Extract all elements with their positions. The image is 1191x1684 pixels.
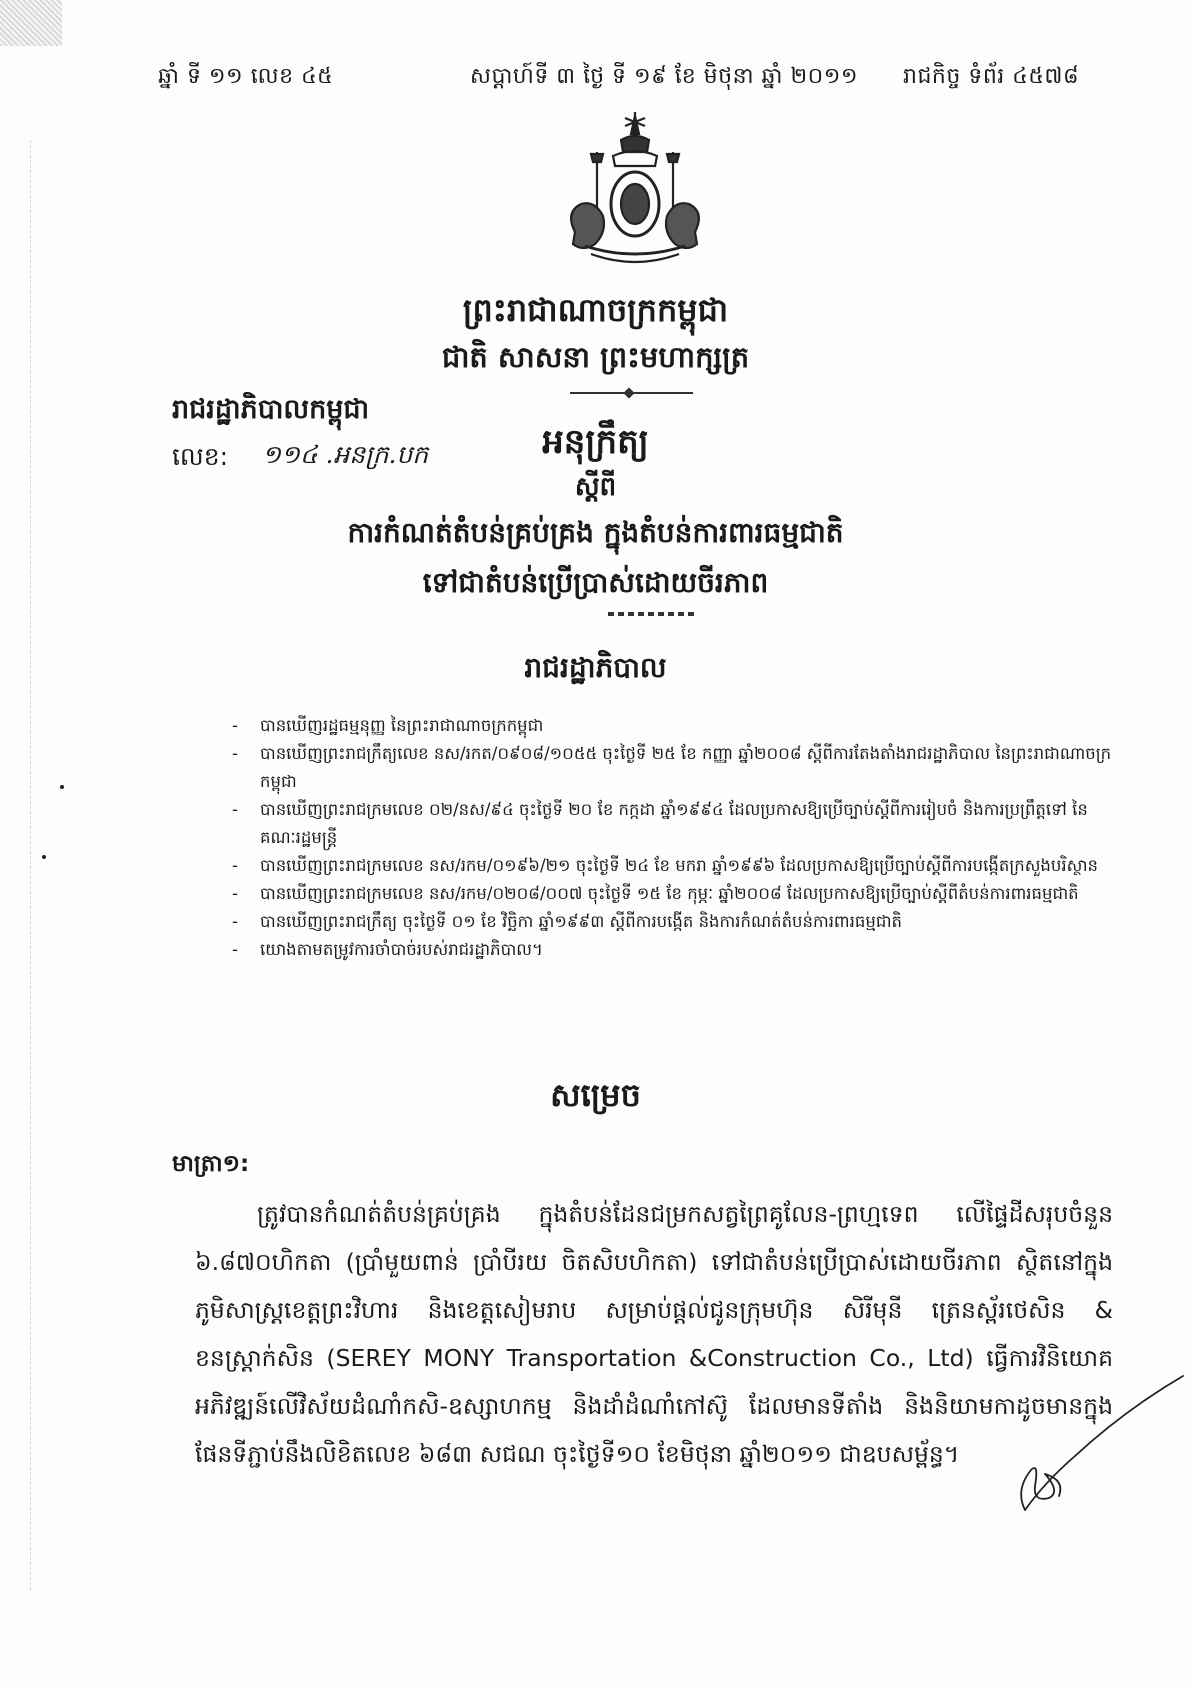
- document-type: អនុក្រឹត្យ: [542, 422, 649, 462]
- national-motto: ជាតិ សាសនា ព្រះមហាក្សត្រ: [441, 340, 750, 374]
- preamble-item: - បានឃើញព្រះរាជក្រមលេខ នស/រកម/០១៩៦/២១ ចុះថ្ងៃទី ២៤ ខែ មករា ឆ្នាំ១៩៩៦ ដែលប្រកាសឱ្យប្រើច្បាប់ស្តីពីការបង្កើតក្រសួងបរិស្ថាន: [232, 852, 1112, 880]
- preamble-item: - បានឃើញព្រះរាជក្រមលេខ ០២/នស/៩៤ ចុះថ្ងៃទី ២០ ខែ កក្កដា ឆ្នាំ១៩៩៤ ដែលប្រកាសឱ្យប្រើច្បាប់ស្តីពីការរៀបចំ និងការប្រព្រឹត្តទៅ នៃគណៈរដ្ឋមន្ត្រី: [232, 796, 1112, 852]
- preamble-item: - យោងតាមតម្រូវការចាំបាច់របស់រាជរដ្ឋាភិបាល។: [232, 936, 1112, 964]
- preamble-item: - បានឃើញព្រះរាជក្រមលេខ នស/រកម/០២០៨/០០៧ ចុះថ្ងៃទី ១៥ ខែ កុម្ភៈ ឆ្នាំ២០០៨ ដែលប្រកាសឱ្យប្រើច្បាប់ស្តីពីតំបន់ការពារធម្មជាតិ: [232, 880, 1112, 908]
- decision-heading: សម្រេច: [550, 1076, 641, 1114]
- scan-artifact: [0, 0, 62, 46]
- gazette-year-issue: ឆ្នាំ ទី ១១ លេខ ៤៥: [158, 64, 334, 89]
- ornament-divider: [633, 392, 693, 394]
- handwritten-initial-icon: [1005, 1370, 1185, 1520]
- preamble-item: - បានឃើញព្រះរាជក្រឹត្យលេខ នស/រកត/០៩០៨/១០៥៥ ចុះថ្ងៃទី ២៥ ខែ កញ្ញា ឆ្នាំ២០០៨ ស្តីពីការតែងតាំងរាជរដ្ឋាភិបាល នៃព្រះរាជាណាចក្រកម្ពុជា: [232, 740, 1112, 796]
- gazette-page: រាជកិច្ច ទំព័រ ៤៥៧៨: [903, 64, 1080, 89]
- government-name: រាជរដ្ឋាភិបាលកម្ពុជា: [172, 394, 370, 425]
- preamble-item: - បានឃើញរដ្ឋធម្មនុញ្ញ នៃព្រះរាជាណាចក្រកម្ពុជា: [232, 712, 1112, 740]
- document-title-line-2: ទៅជាតំបន់ប្រើប្រាស់ដោយចីរភាព: [422, 566, 769, 599]
- royal-coat-of-arms-icon: [555, 112, 715, 272]
- preamble-item: - បានឃើញព្រះរាជក្រឹត្យ ចុះថ្ងៃទី ០១ ខែ វិច្ឆិកា ឆ្នាំ១៩៩៣ ស្តីពីការបង្កើត និងការកំណត់តំបន់ការពារធម្មជាតិ: [232, 908, 1112, 936]
- issuer-heading: រាជរដ្ឋាភិបាល: [524, 651, 667, 684]
- document-number-label: លេខ:: [172, 442, 229, 471]
- preamble-list: [232, 712, 1112, 964]
- about-label: ស្តីពី: [574, 472, 617, 502]
- ornament-divider: [608, 612, 698, 616]
- article-title: មាត្រា១:: [172, 1151, 250, 1177]
- kingdom-name: ព្រះរាជាណាចក្រកម្ពុជា: [462, 291, 729, 329]
- ornament-divider: [570, 392, 630, 394]
- document-title-line-1: ការកំណត់តំបន់គ្រប់គ្រង ក្នុងតំបន់ការពារធម្មជាតិ: [347, 516, 844, 549]
- scan-speck: [60, 785, 64, 789]
- article-body: ត្រូវបានកំណត់តំបន់គ្រប់គ្រង ក្នុងតំបន់ដែនជម្រកសត្វព្រៃគូលែន-ព្រហ្មទេព លើផ្ទៃដីសរុបចំនួន ៦.៨៧០ហិកតា (ប្រាំមួយពាន់ ប្រាំបីរយ ចិតសិបហិកតា) ទៅជាតំបន់ប្រើប្រាស់ដោយចីរភាព ស្ថិតនៅក្នុងភូមិសាស្ត្រខេត្តព្រះវិហារ និងខេត្តសៀមរាប សម្រាប់ផ្តល់ជូនក្រុមហ៊ុន សិរីមុនី ត្រេនស្ព័រថេសិន & ខនស្ត្រាក់សិន (SEREY MONY Transportation &Construction Co., Ltd) ធ្វើការវិនិយោគអភិវឌ្ឍន៍លើវិស័យដំណាំកសិ-ឧស្សាហកម្ម និងដាំដំណាំកៅស៊ូ ដែលមានទីតាំង និងនិយាមកាដូចមានក្នុងផែនទីភ្ជាប់នឹងលិខិតលេខ ៦៨៣ សជណ ចុះថ្ងៃទី១០ ខែមិថុនា ឆ្នាំ២០១១ ជាឧបសម្ព័ន្ធ។: [195, 1200, 1113, 1468]
- gazette-date: សប្តាហ៍ទី ៣ ថ្ងៃ ទី ១៩ ខែ មិថុនា ឆ្នាំ ២០១១: [470, 64, 858, 89]
- document-number-value: ១១៤ .អនក្រ.បក: [262, 440, 429, 469]
- scan-speck: [42, 855, 46, 859]
